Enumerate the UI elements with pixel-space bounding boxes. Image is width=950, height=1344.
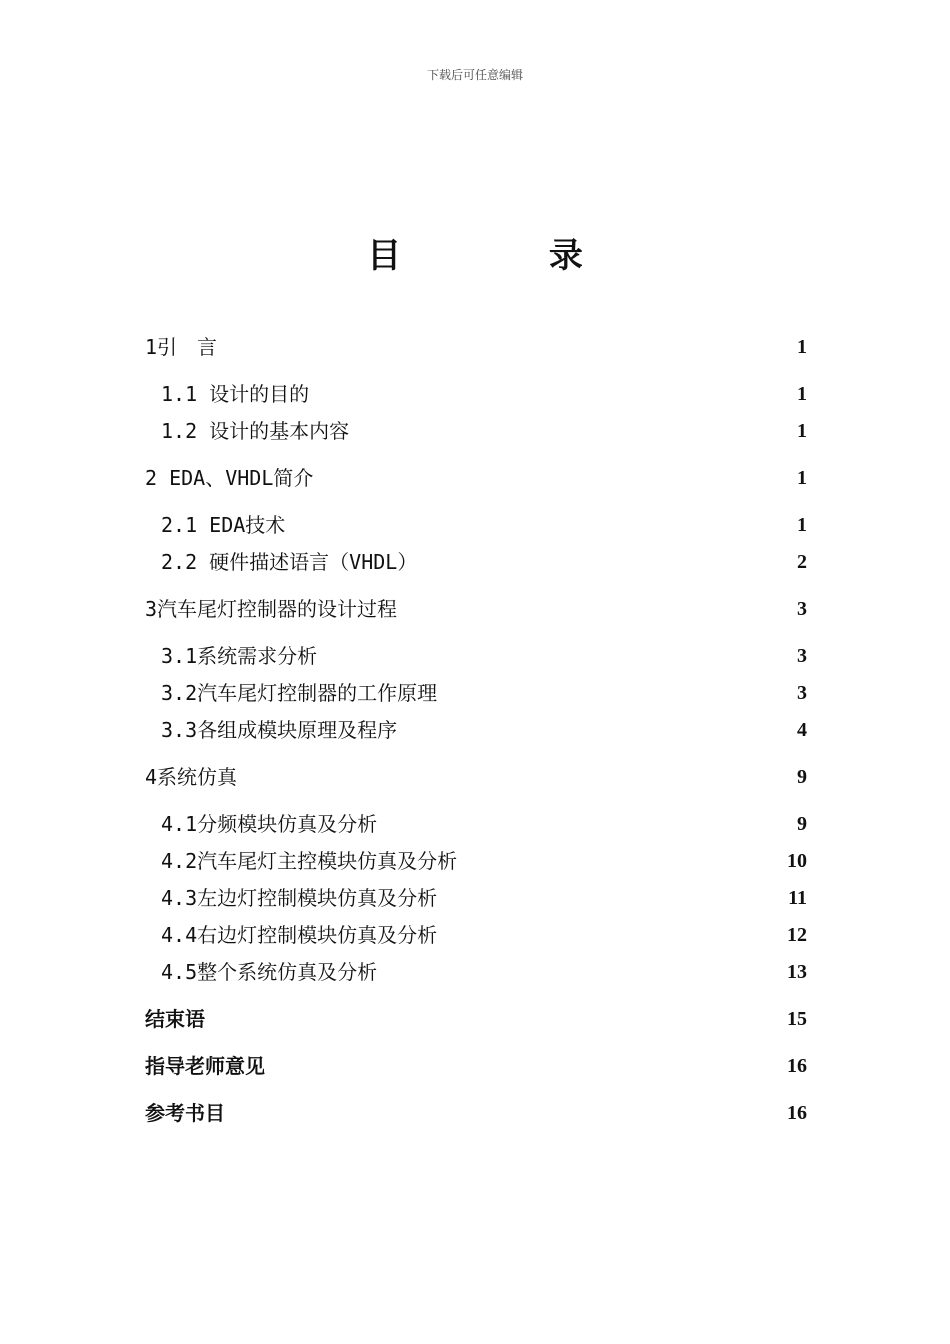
toc-entry-page-number: 2 [797,551,807,573]
toc-entry-page-number: 3 [797,645,807,667]
toc-entry-label: 3.3各组成模块原理及程序 [161,718,398,742]
toc-entry[interactable] [145,920,807,950]
toc-entry-label: 2.1 EDA技术 [161,513,286,537]
toc-entry-label: 3.1系统需求分析 [161,644,318,668]
toc-entry-label: 4.1分频模块仿真及分析 [161,812,378,836]
toc-entry-page-number: 9 [797,813,807,835]
toc-entry[interactable] [145,762,807,792]
toc-entry[interactable] [145,678,807,708]
toc-entry-label: 4.5整个系统仿真及分析 [161,960,378,984]
toc-entry-page-number: 12 [787,924,807,946]
toc-entry-page-number: 10 [787,850,807,872]
toc-entry-label: 4.3左边灯控制模块仿真及分析 [161,886,438,910]
toc-entry-page-number: 16 [787,1102,807,1124]
toc-entry-label: 4.2汽车尾灯主控模块仿真及分析 [161,849,458,873]
toc-entry-page-number: 1 [797,420,807,442]
toc-entry-label: 4系统仿真 [145,765,238,789]
toc-entry-page-number: 1 [797,467,807,489]
toc-title: 目 录 [367,236,651,276]
toc-entry[interactable] [145,1098,807,1128]
toc-entry-page-number: 1 [797,383,807,405]
toc-entry[interactable] [145,883,807,913]
toc-entry-page-number: 4 [797,719,807,741]
toc-entry[interactable] [145,1051,807,1081]
toc-entry-label: 2.2 硬件描述语言（VHDL） [161,550,418,574]
toc-entry-label: 4.4右边灯控制模块仿真及分析 [161,923,438,947]
toc-entry-page-number: 3 [797,598,807,620]
toc-entry-page-number: 1 [797,336,807,358]
toc-entry[interactable] [145,379,807,409]
toc-entry-label: 3.2汽车尾灯控制器的工作原理 [161,681,438,705]
toc-entry-page-number: 16 [787,1055,807,1077]
toc-entry[interactable] [145,1004,807,1034]
toc-entry-label: 结束语 [145,1007,205,1031]
toc-entry[interactable] [145,547,807,577]
toc-entry-page-number: 13 [787,961,807,983]
toc-entry-label: 参考书目 [145,1101,225,1125]
toc-entry-label: 1引 言 [145,335,218,359]
toc-entry-page-number: 11 [788,887,807,909]
toc-entry-page-number: 15 [787,1008,807,1030]
toc-entry[interactable] [145,332,807,362]
toc-entry-label: 指导老师意见 [145,1054,265,1078]
toc-entry[interactable] [145,510,807,540]
toc-entry-label: 1.2 设计的基本内容 [161,419,350,443]
toc-entry-page-number: 9 [797,766,807,788]
toc-entry[interactable] [145,957,807,987]
toc-entry-page-number: 3 [797,682,807,704]
toc-entry-label: 3汽车尾灯控制器的设计过程 [145,597,398,621]
toc-entry-label: 1.1 设计的目的 [161,382,310,406]
page-header-note: 下载后可任意编辑 [426,68,523,82]
toc-entry[interactable] [145,463,807,493]
toc-entry[interactable] [145,416,807,446]
toc-entry[interactable] [145,715,807,745]
toc-entry[interactable] [145,809,807,839]
toc-entry[interactable] [145,641,807,671]
toc-entry-page-number: 1 [797,514,807,536]
toc-entry[interactable] [145,594,807,624]
toc-entry[interactable] [145,846,807,876]
toc-entry-label: 2 EDA、VHDL简介 [145,466,314,490]
